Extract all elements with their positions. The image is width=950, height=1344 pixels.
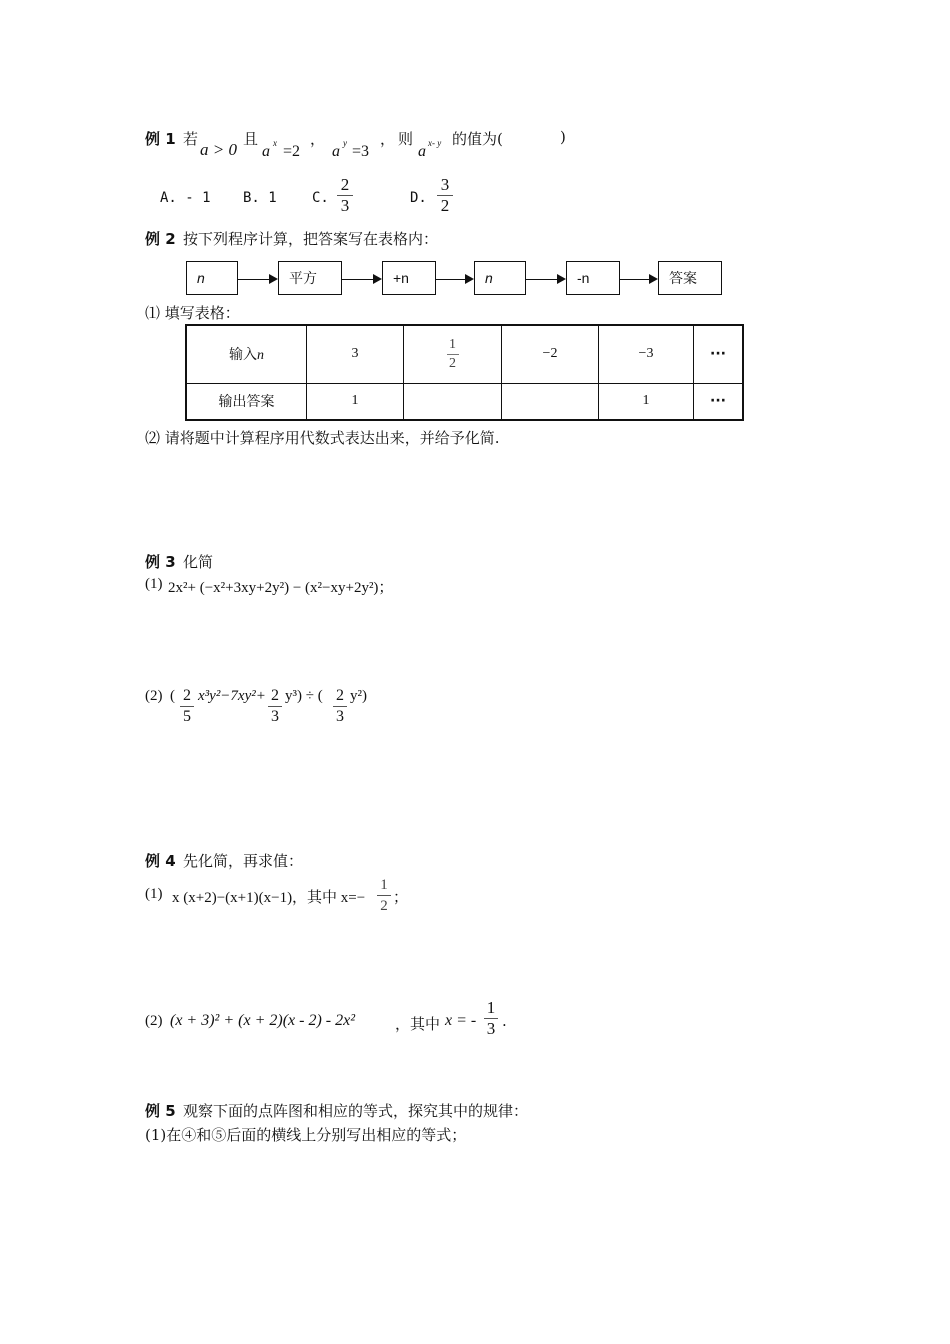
ex1-eq2-exp: y <box>343 138 347 148</box>
ex3-fraction-1-den: 5 <box>183 708 191 725</box>
ex3-fraction-1-num: 2 <box>183 687 191 704</box>
ex3-p1-num: (1) <box>145 576 163 592</box>
ex2-label: 例 2 <box>145 230 176 248</box>
ex4-p2-fraction-den: 3 <box>486 1019 496 1038</box>
ex1-comma1: ， <box>310 130 326 148</box>
table-cell-ellipsis: ··· <box>694 383 744 420</box>
ex3-term-2: y³) ÷ ( <box>285 688 323 704</box>
ex3-p2-num: (2) <box>145 688 163 704</box>
ex1-query-exp: x- y <box>428 138 442 148</box>
ex1-tail: 的值为( <box>452 130 503 148</box>
table-cell <box>502 383 599 420</box>
flow-arrow <box>342 279 380 280</box>
ex2-text: 按下列程序计算，把答案写在表格内： <box>183 230 439 248</box>
ex1-prefix: 若 <box>183 130 199 148</box>
ex4-p2-mid: ，其中 <box>395 1015 441 1033</box>
ex4-p2-x: x = - <box>445 1012 477 1029</box>
ex1-eq1-rhs: =2 <box>283 143 301 160</box>
ex3-fraction-2-den: 3 <box>271 708 279 725</box>
ex3-label: 例 3 <box>145 553 176 571</box>
flow-arrow <box>526 279 564 280</box>
ex5-text: 观察下面的点阵图和相应的等式，探究其中的规律： <box>183 1102 529 1120</box>
ex1-eq1-base: a <box>262 143 270 160</box>
table-cell-ellipsis: ··· <box>694 325 744 383</box>
table-cell: −3 <box>599 325 694 383</box>
flow-box-square: 平方 <box>278 261 342 295</box>
table-row-output <box>186 383 743 420</box>
ex4-p1-end: ； <box>393 888 409 906</box>
ex1-query-base: a <box>418 143 426 160</box>
ex4-p2-expr: (x + 3)² + (x + 2)(x - 2) - 2x² <box>170 1012 356 1029</box>
ex2-sub2: ⑵ 请将题中计算程序用代数式表达出来，并给予化简. <box>145 429 500 447</box>
table-cell: 1 <box>599 383 694 420</box>
ex1-eq2-rhs: =3 <box>352 143 370 160</box>
table-cell: 1 <box>307 383 404 420</box>
option-d-denominator: 2 <box>440 196 450 215</box>
ex3-fraction-1 <box>180 687 194 726</box>
ex4-label: 例 4 <box>145 852 176 870</box>
table-cell-fraction <box>404 325 502 383</box>
ex1-and: 且 <box>243 130 259 148</box>
option-c-denominator: 3 <box>340 196 350 215</box>
ex5-label: 例 5 <box>145 1102 176 1120</box>
ex3-p1-expr: 2x²+ (−x²+3xy+2y²) − (x²−xy+2y²)； <box>168 580 394 596</box>
option-c-fraction <box>337 176 353 215</box>
option-d-fraction <box>437 176 453 215</box>
ex3-fraction-3-num: 2 <box>336 687 344 704</box>
ex1-comma2: ， <box>380 130 396 148</box>
table-head-input-text: 输入 <box>229 347 257 364</box>
option-c-numerator: 2 <box>340 175 350 194</box>
flow-box-divide-n: n <box>474 261 526 295</box>
ex1-condition: a > 0 <box>200 140 237 159</box>
ex4-p1-fraction <box>377 876 391 915</box>
ex4-p2-fraction <box>484 999 498 1038</box>
ex3-term-1: x³y²−7xy²+ <box>198 688 266 704</box>
flow-arrow <box>238 279 276 280</box>
ex3-fraction-2 <box>268 687 282 726</box>
flow-box-minus-n: -n <box>566 261 620 295</box>
ex3-p2-open: ( <box>170 688 175 704</box>
ex3-fraction-2-num: 2 <box>271 687 279 704</box>
table-fraction-denominator: 2 <box>449 355 456 371</box>
ex3-term-3: y²) <box>350 688 367 704</box>
ex1-close-paren: ) <box>560 128 566 146</box>
flow-arrow <box>620 279 656 280</box>
option-c: C. <box>312 190 329 206</box>
ex5-p1: (1)在④和⑤后面的横线上分别写出相应的等式； <box>145 1126 467 1144</box>
ex1-then: 则 <box>398 130 414 148</box>
table-row-input <box>186 325 743 383</box>
table-head-input <box>186 325 307 383</box>
flow-box-answer: 答案 <box>658 261 722 295</box>
ex1-eq2-base: a <box>332 143 340 160</box>
flow-box-plus-n: +n <box>382 261 436 295</box>
ex4-p1-fraction-num: 1 <box>380 877 388 893</box>
flow-box-input: n <box>186 261 238 295</box>
answer-table <box>185 324 744 421</box>
ex4-p1-num: (1) <box>145 886 163 902</box>
option-b: B. 1 <box>243 190 277 206</box>
ex4-p2-num: (2) <box>145 1013 163 1029</box>
ex4-p1-expr: x (x+2)−(x+1)(x−1)，其中 x=− <box>172 890 366 906</box>
option-a: A. - 1 <box>160 190 211 206</box>
ex2-sub1: ⑴ 填写表格： <box>145 304 240 322</box>
table-cell <box>404 383 502 420</box>
ex1-eq1-exp: x <box>273 138 277 148</box>
ex3-fraction-3-den: 3 <box>336 708 344 725</box>
ex1-label: 例 1 <box>145 130 176 148</box>
table-head-input-var: n <box>257 348 264 364</box>
table-fraction-numerator: 1 <box>449 336 456 352</box>
ex4-p1-fraction-den: 2 <box>380 898 388 914</box>
table-cell: −2 <box>502 325 599 383</box>
table-cell: 3 <box>307 325 404 383</box>
option-d-numerator: 3 <box>440 175 450 194</box>
ex4-p2-end: . <box>502 1012 507 1030</box>
table-head-output: 输出答案 <box>186 383 307 420</box>
ex3-title: 化简 <box>183 553 214 571</box>
flow-arrow <box>436 279 472 280</box>
ex3-fraction-3 <box>333 687 347 726</box>
option-d: D. <box>410 190 427 206</box>
ex4-p2-fraction-num: 1 <box>486 998 496 1017</box>
ex4-title: 先化简，再求值： <box>183 852 304 870</box>
